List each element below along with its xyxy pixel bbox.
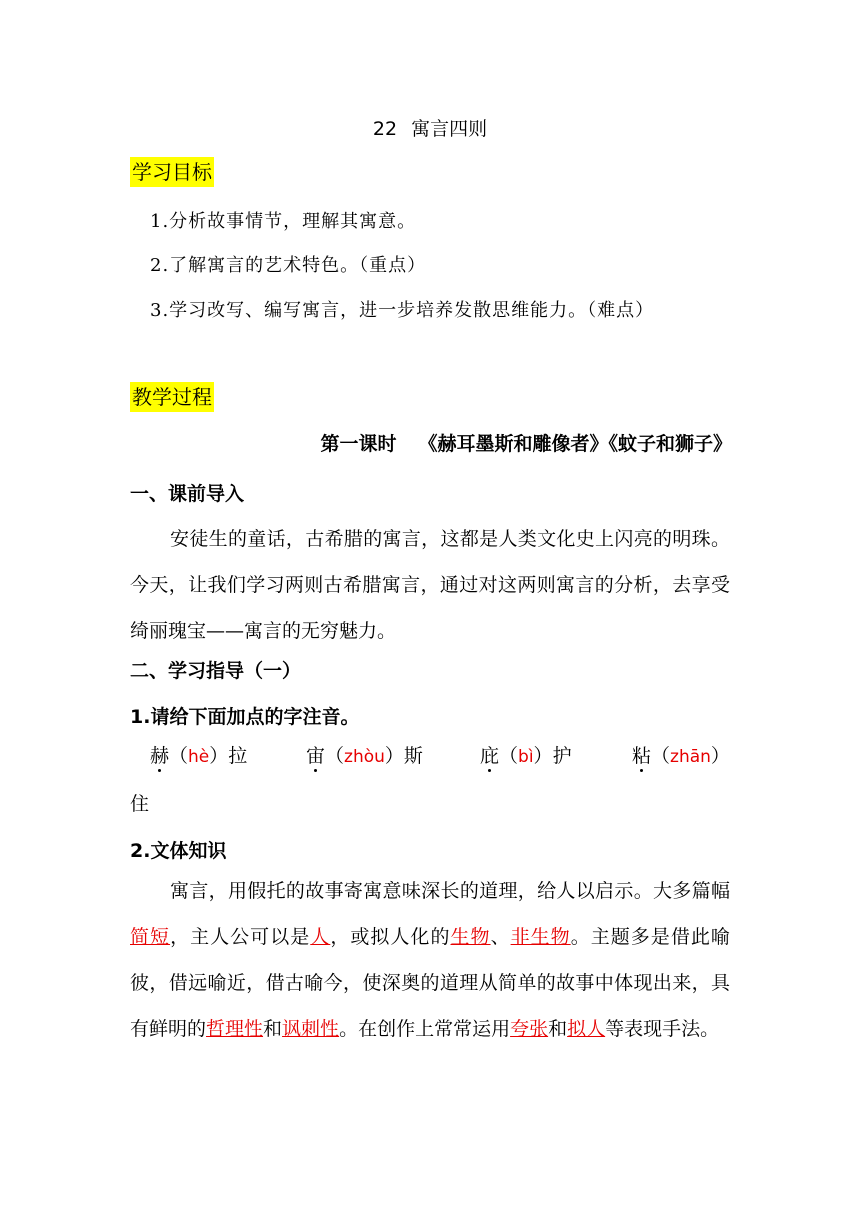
objective-item-1: 1.分析故事情节，理解其寓意。 — [150, 211, 417, 232]
question-1: 1.请给下面加点的字注音。 — [130, 706, 360, 728]
pinyin-item: 粘（zhān） — [632, 741, 730, 768]
lesson-works: 《赫耳墨斯和雕像者》《蚊子和狮子》 — [418, 433, 732, 455]
lesson-header — [320, 429, 732, 456]
lesson-number: 22 — [372, 118, 398, 140]
lesson-label: 第一课时 — [320, 433, 397, 455]
section2-heading: 二、学习指导（一） — [130, 660, 302, 682]
pinyin-wrap: 住 — [130, 793, 150, 815]
process-heading: 教学过程 — [130, 382, 214, 412]
pinyin-item: 庇（bì）护 — [480, 741, 572, 768]
pinyin-item: 赫（hè）拉 — [150, 741, 247, 768]
answer-keyword: 生物 — [450, 926, 491, 948]
genre-paragraph: 寓言，用假托的故事寄寓意味深长的道理，给人以启示。大多篇幅简短，主人公可以是人，或拟人化的生物、非生物。主题多是借此喻彼，借远喻近，借古喻今，使深奥的道理从简单的故事中体现出来，具有鲜明的哲理性和讽刺性。在创作上常常运用夸张和拟人等表现手法。 — [130, 880, 730, 1040]
pinyin-item: 宙（zhòu）斯 — [306, 741, 423, 768]
objectives-heading: 学习目标 — [130, 157, 214, 187]
answer-keyword: 讽刺性 — [282, 1018, 340, 1040]
lesson-title: 寓言四则 — [411, 118, 488, 140]
page-title — [0, 114, 860, 141]
answer-keyword: 夸张 — [510, 1018, 549, 1040]
question-2: 2.文体知识 — [130, 840, 227, 862]
answer-keyword: 哲理性 — [206, 1018, 264, 1040]
answer-keyword: 人 — [310, 926, 331, 948]
section1-heading: 一、课前导入 — [130, 483, 245, 505]
objective-item-3: 3.学习改写、编写寓言，进一步培养发散思维能力。（难点） — [150, 300, 655, 321]
answer-keyword: 非生物 — [510, 926, 571, 948]
objective-item-2: 2.了解寓言的艺术特色。（重点） — [150, 255, 427, 276]
answer-keyword: 拟人 — [567, 1018, 606, 1040]
answer-keyword: 简短 — [130, 926, 171, 948]
section1-paragraph: 安徒生的童话，古希腊的寓言，这都是人类文化史上闪亮的明珠。今天，让我们学习两则古希腊寓言，通过对这两则寓言的分析，去享受绮丽瑰宝——寓言的无穷魅力。 — [130, 528, 730, 642]
